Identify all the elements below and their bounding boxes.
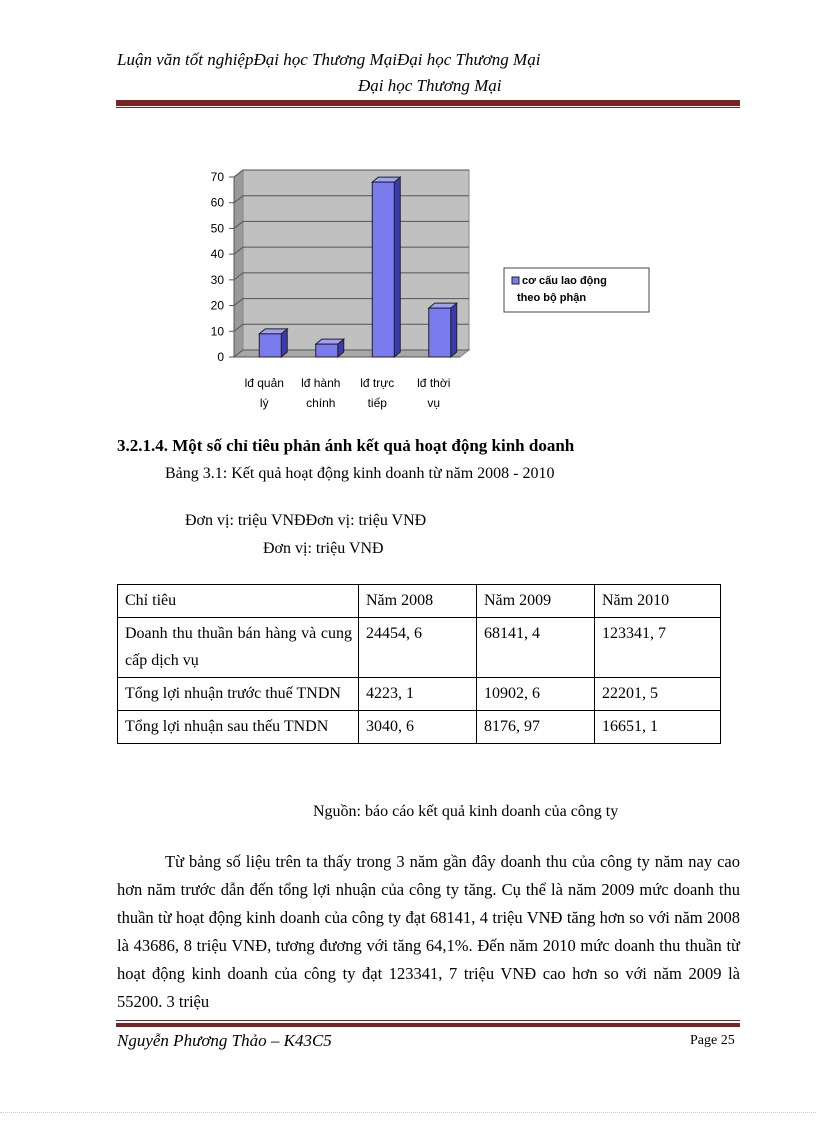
- y-tick-label: 20: [210, 298, 224, 313]
- bar: [259, 334, 281, 357]
- bar: [316, 344, 338, 357]
- y-tick-label: 10: [210, 324, 224, 339]
- header-rule: [116, 100, 740, 106]
- y-tick-label: 0: [217, 350, 224, 364]
- table-row: [118, 711, 721, 744]
- table-cell: Doanh thu thuần bán hàng và cung cấp dịch vụ: [118, 618, 359, 678]
- x-tick-label: lđ thời: [417, 376, 451, 390]
- x-tick-label: lý: [259, 396, 269, 410]
- labor-structure-chart: [190, 160, 660, 420]
- header-line-1: Luận văn tốt nghiệpĐại học Thương MạiĐại học Thương Mại: [117, 50, 541, 69]
- y-tick-label: 50: [210, 221, 224, 236]
- page-number: Page 25: [690, 1033, 735, 1048]
- bar: [429, 308, 451, 357]
- table-cell: 22201, 5: [595, 678, 721, 711]
- table-cell: 24454, 6: [359, 618, 477, 678]
- bar-side: [451, 303, 457, 357]
- x-tick-label: vụ: [427, 396, 441, 410]
- y-tick-label: 70: [210, 170, 224, 184]
- table-cell: 10902, 6: [477, 678, 595, 711]
- table-source: Nguồn: báo cáo kết quả kinh doanh của công ty: [313, 803, 619, 820]
- table-header-cell: Chỉ tiêu: [118, 585, 359, 618]
- table-cell: 123341, 7: [595, 618, 721, 678]
- table-header-cell: Năm 2008: [359, 585, 477, 618]
- legend-swatch: [512, 277, 519, 284]
- table-cell: 4223, 1: [359, 678, 477, 711]
- x-tick-label: lđ hành: [301, 376, 341, 390]
- y-tick-label: 40: [210, 247, 224, 262]
- x-tick-label: lđ trực: [360, 376, 395, 390]
- header-rule-thin: [116, 107, 740, 108]
- table-header-row: [118, 585, 721, 618]
- legend-label: cơ cấu lao động: [522, 275, 607, 287]
- table-caption: Bảng 3.1: Kết quả hoạt động kinh doanh từ năm 2008 - 2010: [165, 465, 555, 482]
- unit-line-2: Đơn vị: triệu VNĐ: [263, 540, 384, 557]
- y-tick-label: 60: [210, 195, 224, 210]
- table-row: [118, 618, 721, 678]
- table-cell: 8176, 97: [477, 711, 595, 744]
- x-tick-label: tiếp: [367, 396, 387, 410]
- body-paragraph: [117, 848, 740, 1016]
- x-tick-label: chính: [306, 396, 336, 410]
- page-edge: [0, 1112, 816, 1113]
- table-header-cell: Năm 2010: [595, 585, 721, 618]
- footer-author: Nguyễn Phương Thảo – K43C5: [117, 1031, 332, 1050]
- plot-side-wall: [234, 170, 243, 357]
- table-cell: 68141, 4: [477, 618, 595, 678]
- table-cell: Tổng lợi nhuận sau thếu TNDN: [118, 711, 359, 744]
- section-heading: 3.2.1.4. Một số chỉ tiêu phản ánh kết quả hoạt động kinh doanh: [117, 436, 575, 455]
- table-header-cell: Năm 2009: [477, 585, 595, 618]
- bar: [372, 182, 394, 357]
- y-tick-label: 30: [210, 272, 224, 287]
- table-cell: 16651, 1: [595, 711, 721, 744]
- table-cell: Tổng lợi nhuận trước thuế TNDN: [118, 678, 359, 711]
- table-row: [118, 678, 721, 711]
- bar-side: [394, 177, 400, 357]
- footer-rule-thin: [116, 1020, 740, 1021]
- table-cell: 3040, 6: [359, 711, 477, 744]
- results-table: [117, 584, 721, 744]
- legend-label: theo bộ phận: [517, 292, 587, 304]
- paragraph-text: Từ bảng số liệu trên ta thấy trong 3 năm gần đây doanh thu của công ty năm nay cao hơn năm trước dẫn đến tổng lợi nhuận của công ty tăng. Cụ thể là năm 2009 mức doanh thu thuần từ hoạt động kinh doanh của công ty đạt 68141, 4 triệu VNĐ tăng hơn so với năm 2008 là 43686, 8 triệu VNĐ, tương đương với tăng 64,1%. Đến năm 2010 mức doanh thu thuần từ hoạt động kinh doanh của công ty đạt 123341, 7 triệu VNĐ cao hơn so với năm 2009 là 55200. 3 triệu: [117, 852, 740, 1011]
- header-line-2: Đại học Thương Mại: [358, 76, 502, 95]
- unit-line-1: Đơn vị: triệu VNĐĐơn vị: triệu VNĐ: [185, 512, 427, 529]
- footer-rule: [116, 1023, 740, 1027]
- x-tick-label: lđ quản: [244, 376, 284, 390]
